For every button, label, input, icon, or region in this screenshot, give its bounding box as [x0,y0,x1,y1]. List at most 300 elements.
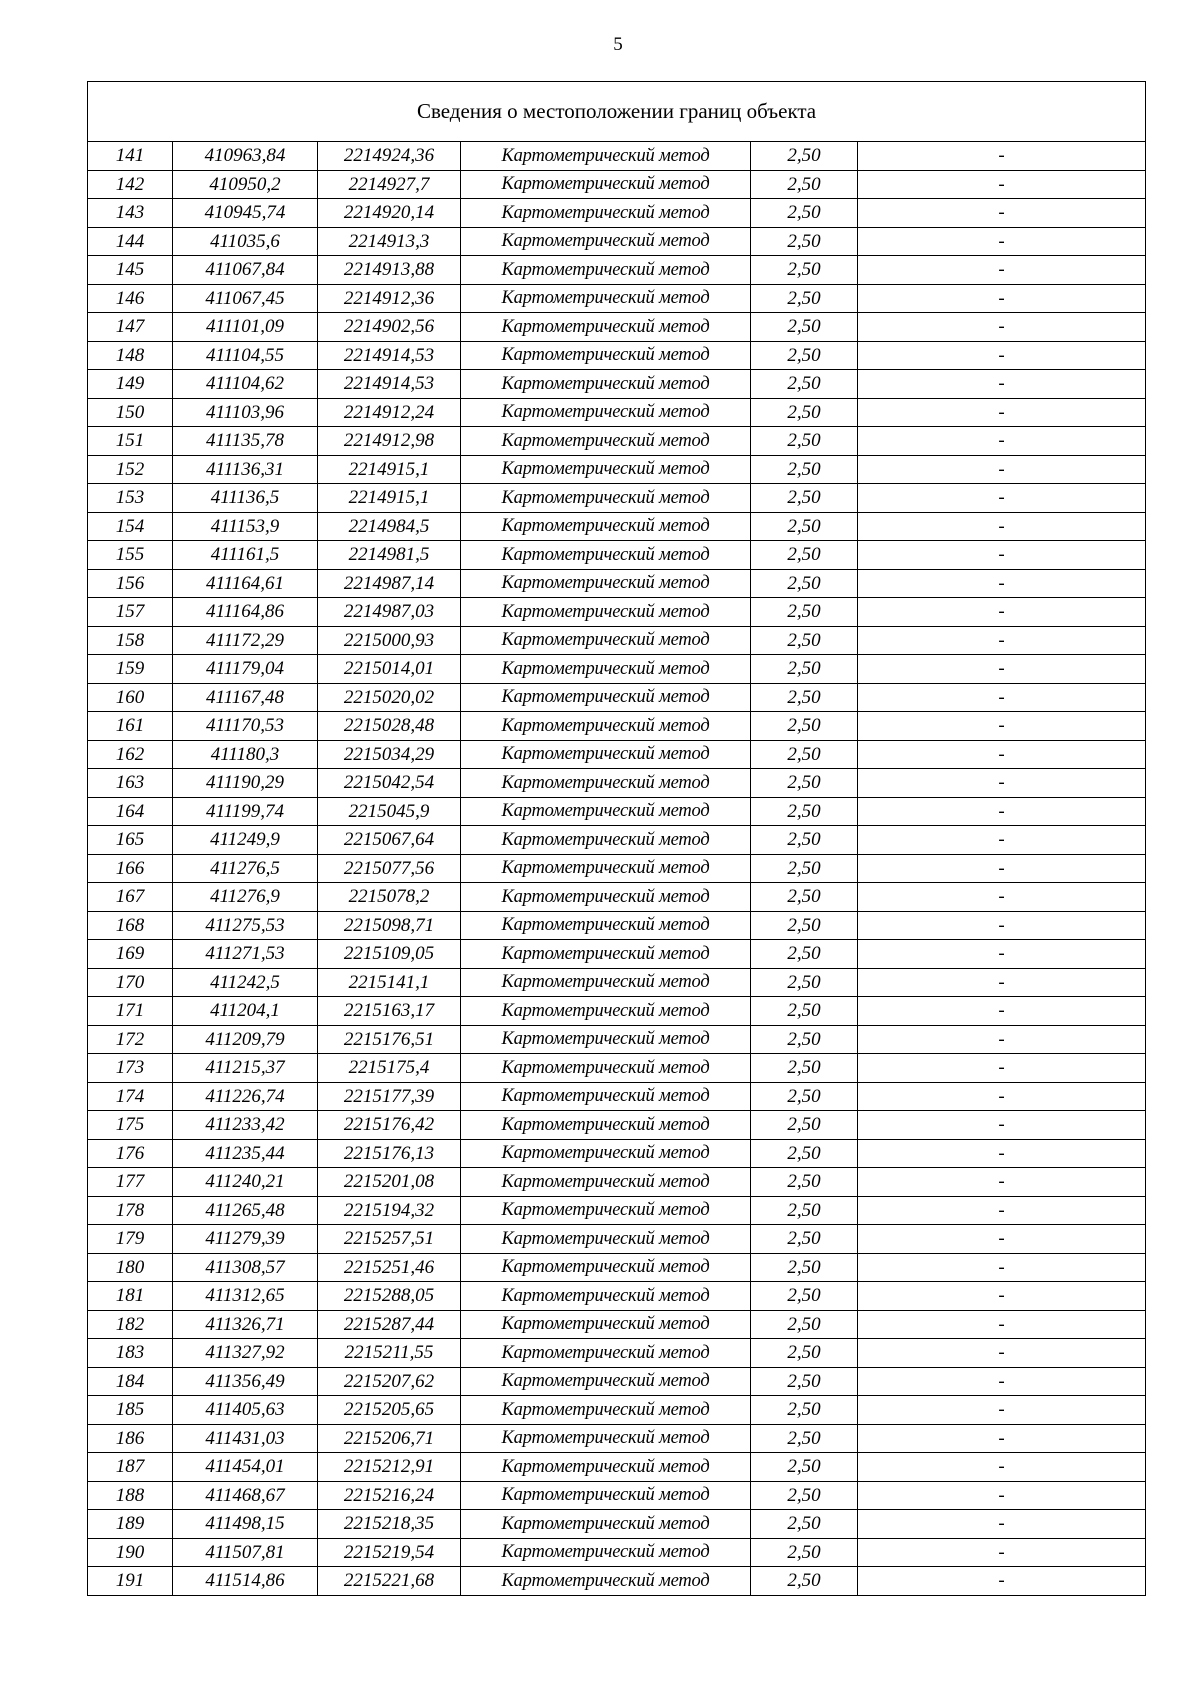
table-row [88,712,1146,741]
description-cell: - [858,398,1146,427]
description-cell: - [858,284,1146,313]
accuracy-cell: 2,50 [751,1054,858,1083]
table-row [88,826,1146,855]
accuracy-cell: 2,50 [751,1253,858,1282]
method-cell: Картометрический метод [461,911,751,940]
method-cell: Картометрический метод [461,940,751,969]
point-number-cell: 148 [88,341,173,370]
accuracy-cell: 2,50 [751,1111,858,1140]
description-cell: - [858,1025,1146,1054]
description-cell: - [858,1481,1146,1510]
table-row [88,199,1146,228]
table-row [88,398,1146,427]
table-row [88,1396,1146,1425]
y-coordinate-cell: 2215163,17 [318,997,461,1026]
point-number-cell: 186 [88,1424,173,1453]
x-coordinate-cell: 411164,61 [173,569,318,598]
point-number-cell: 157 [88,598,173,627]
table-row [88,968,1146,997]
accuracy-cell: 2,50 [751,1510,858,1539]
description-cell: - [858,484,1146,513]
accuracy-cell: 2,50 [751,1367,858,1396]
accuracy-cell: 2,50 [751,1538,858,1567]
y-coordinate-cell: 2215176,13 [318,1139,461,1168]
point-number-cell: 159 [88,655,173,684]
method-cell: Картометрический метод [461,1510,751,1539]
y-coordinate-cell: 2214914,53 [318,370,461,399]
table-row [88,740,1146,769]
method-cell: Картометрический метод [461,854,751,883]
point-number-cell: 152 [88,455,173,484]
x-coordinate-cell: 411067,45 [173,284,318,313]
description-cell: - [858,569,1146,598]
table-row [88,1538,1146,1567]
accuracy-cell: 2,50 [751,797,858,826]
x-coordinate-cell: 411153,9 [173,512,318,541]
y-coordinate-cell: 2214915,1 [318,484,461,513]
method-cell: Картометрический метод [461,655,751,684]
table-row [88,427,1146,456]
y-coordinate-cell: 2215034,29 [318,740,461,769]
description-cell: - [858,256,1146,285]
table-row [88,1168,1146,1197]
method-cell: Картометрический метод [461,1253,751,1282]
method-cell: Картометрический метод [461,142,751,171]
description-cell: - [858,227,1146,256]
x-coordinate-cell: 411161,5 [173,541,318,570]
x-coordinate-cell: 411136,31 [173,455,318,484]
table-row [88,911,1146,940]
x-coordinate-cell: 411103,96 [173,398,318,427]
x-coordinate-cell: 411170,53 [173,712,318,741]
method-cell: Картометрический метод [461,512,751,541]
table-row [88,1082,1146,1111]
description-cell: - [858,1054,1146,1083]
y-coordinate-cell: 2215207,62 [318,1367,461,1396]
y-coordinate-cell: 2215109,05 [318,940,461,969]
y-coordinate-cell: 2215251,46 [318,1253,461,1282]
description-cell: - [858,1367,1146,1396]
y-coordinate-cell: 2215201,08 [318,1168,461,1197]
description-cell: - [858,455,1146,484]
x-coordinate-cell: 411326,71 [173,1310,318,1339]
method-cell: Картометрический метод [461,1196,751,1225]
description-cell: - [858,1168,1146,1197]
point-number-cell: 183 [88,1339,173,1368]
table-row [88,683,1146,712]
accuracy-cell: 2,50 [751,1310,858,1339]
y-coordinate-cell: 2215205,65 [318,1396,461,1425]
table-row [88,769,1146,798]
table-row [88,655,1146,684]
x-coordinate-cell: 411308,57 [173,1253,318,1282]
y-coordinate-cell: 2215206,71 [318,1424,461,1453]
description-cell: - [858,370,1146,399]
description-cell: - [858,427,1146,456]
table-row [88,455,1146,484]
point-number-cell: 165 [88,826,173,855]
description-cell: - [858,712,1146,741]
accuracy-cell: 2,50 [751,911,858,940]
method-cell: Картометрический метод [461,370,751,399]
description-cell: - [858,1310,1146,1339]
method-cell: Картометрический метод [461,1282,751,1311]
y-coordinate-cell: 2215078,2 [318,883,461,912]
y-coordinate-cell: 2215177,39 [318,1082,461,1111]
x-coordinate-cell: 411276,5 [173,854,318,883]
y-coordinate-cell: 2215212,91 [318,1453,461,1482]
table-row [88,997,1146,1026]
accuracy-cell: 2,50 [751,940,858,969]
accuracy-cell: 2,50 [751,1139,858,1168]
boundary-coordinates-table [87,81,1146,1596]
accuracy-cell: 2,50 [751,398,858,427]
point-number-cell: 174 [88,1082,173,1111]
method-cell: Картометрический метод [461,313,751,342]
description-cell: - [858,940,1146,969]
description-cell: - [858,1339,1146,1368]
y-coordinate-cell: 2214927,7 [318,170,461,199]
accuracy-cell: 2,50 [751,1567,858,1596]
x-coordinate-cell: 411215,37 [173,1054,318,1083]
description-cell: - [858,1396,1146,1425]
accuracy-cell: 2,50 [751,1168,858,1197]
x-coordinate-cell: 411167,48 [173,683,318,712]
point-number-cell: 177 [88,1168,173,1197]
accuracy-cell: 2,50 [751,142,858,171]
method-cell: Картометрический метод [461,1025,751,1054]
accuracy-cell: 2,50 [751,199,858,228]
x-coordinate-cell: 411067,84 [173,256,318,285]
accuracy-cell: 2,50 [751,1424,858,1453]
table-row [88,1196,1146,1225]
x-coordinate-cell: 411454,01 [173,1453,318,1482]
description-cell: - [858,740,1146,769]
x-coordinate-cell: 411135,78 [173,427,318,456]
point-number-cell: 164 [88,797,173,826]
accuracy-cell: 2,50 [751,341,858,370]
accuracy-cell: 2,50 [751,968,858,997]
description-cell: - [858,1538,1146,1567]
table-header-row [88,82,1146,142]
table-row [88,1111,1146,1140]
accuracy-cell: 2,50 [751,712,858,741]
description-cell: - [858,142,1146,171]
y-coordinate-cell: 2214912,36 [318,284,461,313]
accuracy-cell: 2,50 [751,1481,858,1510]
point-number-cell: 163 [88,769,173,798]
y-coordinate-cell: 2214912,98 [318,427,461,456]
accuracy-cell: 2,50 [751,626,858,655]
y-coordinate-cell: 2215216,24 [318,1481,461,1510]
y-coordinate-cell: 2214902,56 [318,313,461,342]
accuracy-cell: 2,50 [751,227,858,256]
method-cell: Картометрический метод [461,170,751,199]
accuracy-cell: 2,50 [751,997,858,1026]
y-coordinate-cell: 2215020,02 [318,683,461,712]
point-number-cell: 173 [88,1054,173,1083]
method-cell: Картометрический метод [461,1139,751,1168]
point-number-cell: 154 [88,512,173,541]
method-cell: Картометрический метод [461,712,751,741]
description-cell: - [858,313,1146,342]
method-cell: Картометрический метод [461,427,751,456]
table-row [88,1339,1146,1368]
x-coordinate-cell: 411233,42 [173,1111,318,1140]
accuracy-cell: 2,50 [751,826,858,855]
y-coordinate-cell: 2215000,93 [318,626,461,655]
method-cell: Картометрический метод [461,683,751,712]
table-row [88,1225,1146,1254]
method-cell: Картометрический метод [461,769,751,798]
method-cell: Картометрический метод [461,398,751,427]
point-number-cell: 190 [88,1538,173,1567]
method-cell: Картометрический метод [461,227,751,256]
table-row [88,1424,1146,1453]
x-coordinate-cell: 411204,1 [173,997,318,1026]
accuracy-cell: 2,50 [751,740,858,769]
accuracy-cell: 2,50 [751,854,858,883]
method-cell: Картометрический метод [461,1481,751,1510]
description-cell: - [858,341,1146,370]
method-cell: Картометрический метод [461,1111,751,1140]
accuracy-cell: 2,50 [751,484,858,513]
y-coordinate-cell: 2215211,55 [318,1339,461,1368]
table-row [88,313,1146,342]
accuracy-cell: 2,50 [751,541,858,570]
y-coordinate-cell: 2215077,56 [318,854,461,883]
method-cell: Картометрический метод [461,968,751,997]
table-row [88,341,1146,370]
description-cell: - [858,1225,1146,1254]
point-number-cell: 146 [88,284,173,313]
method-cell: Картометрический метод [461,1367,751,1396]
accuracy-cell: 2,50 [751,284,858,313]
description-cell: - [858,883,1146,912]
y-coordinate-cell: 2214914,53 [318,341,461,370]
point-number-cell: 184 [88,1367,173,1396]
page-number: 5 [613,34,623,55]
x-coordinate-cell: 411104,62 [173,370,318,399]
table-row [88,170,1146,199]
y-coordinate-cell: 2214913,3 [318,227,461,256]
y-coordinate-cell: 2215067,64 [318,826,461,855]
method-cell: Картометрический метод [461,1310,751,1339]
x-coordinate-cell: 411179,04 [173,655,318,684]
y-coordinate-cell: 2215176,51 [318,1025,461,1054]
table-row [88,256,1146,285]
x-coordinate-cell: 411276,9 [173,883,318,912]
y-coordinate-cell: 2214920,14 [318,199,461,228]
point-number-cell: 188 [88,1481,173,1510]
point-number-cell: 149 [88,370,173,399]
method-cell: Картометрический метод [461,455,751,484]
y-coordinate-cell: 2215175,4 [318,1054,461,1083]
table-row [88,598,1146,627]
description-cell: - [858,170,1146,199]
point-number-cell: 153 [88,484,173,513]
y-coordinate-cell: 2215221,68 [318,1567,461,1596]
x-coordinate-cell: 411101,09 [173,313,318,342]
x-coordinate-cell: 411172,29 [173,626,318,655]
point-number-cell: 150 [88,398,173,427]
accuracy-cell: 2,50 [751,1025,858,1054]
point-number-cell: 144 [88,227,173,256]
x-coordinate-cell: 411104,55 [173,341,318,370]
accuracy-cell: 2,50 [751,1196,858,1225]
method-cell: Картометрический метод [461,1339,751,1368]
method-cell: Картометрический метод [461,740,751,769]
point-number-cell: 185 [88,1396,173,1425]
x-coordinate-cell: 410950,2 [173,170,318,199]
method-cell: Картометрический метод [461,883,751,912]
accuracy-cell: 2,50 [751,1282,858,1311]
x-coordinate-cell: 411180,3 [173,740,318,769]
accuracy-cell: 2,50 [751,598,858,627]
y-coordinate-cell: 2215219,54 [318,1538,461,1567]
table-body [88,142,1146,1596]
description-cell: - [858,1253,1146,1282]
method-cell: Картометрический метод [461,541,751,570]
point-number-cell: 155 [88,541,173,570]
y-coordinate-cell: 2215176,42 [318,1111,461,1140]
y-coordinate-cell: 2215257,51 [318,1225,461,1254]
point-number-cell: 145 [88,256,173,285]
method-cell: Картометрический метод [461,1538,751,1567]
table-row [88,484,1146,513]
x-coordinate-cell: 411507,81 [173,1538,318,1567]
accuracy-cell: 2,50 [751,569,858,598]
point-number-cell: 161 [88,712,173,741]
accuracy-cell: 2,50 [751,1225,858,1254]
point-number-cell: 151 [88,427,173,456]
x-coordinate-cell: 411327,92 [173,1339,318,1368]
y-coordinate-cell: 2214987,03 [318,598,461,627]
x-coordinate-cell: 411356,49 [173,1367,318,1396]
point-number-cell: 172 [88,1025,173,1054]
method-cell: Картометрический метод [461,1168,751,1197]
accuracy-cell: 2,50 [751,512,858,541]
table-row [88,512,1146,541]
point-number-cell: 178 [88,1196,173,1225]
accuracy-cell: 2,50 [751,655,858,684]
description-cell: - [858,1082,1146,1111]
y-coordinate-cell: 2214913,88 [318,256,461,285]
point-number-cell: 143 [88,199,173,228]
x-coordinate-cell: 411242,5 [173,968,318,997]
point-number-cell: 162 [88,740,173,769]
description-cell: - [858,968,1146,997]
accuracy-cell: 2,50 [751,883,858,912]
method-cell: Картометрический метод [461,1396,751,1425]
accuracy-cell: 2,50 [751,1082,858,1111]
table-row [88,626,1146,655]
table-row [88,1367,1146,1396]
accuracy-cell: 2,50 [751,170,858,199]
method-cell: Картометрический метод [461,626,751,655]
table-row [88,1253,1146,1282]
description-cell: - [858,626,1146,655]
point-number-cell: 187 [88,1453,173,1482]
point-number-cell: 158 [88,626,173,655]
x-coordinate-cell: 410945,74 [173,199,318,228]
y-coordinate-cell: 2215014,01 [318,655,461,684]
y-coordinate-cell: 2214981,5 [318,541,461,570]
point-number-cell: 156 [88,569,173,598]
y-coordinate-cell: 2215287,44 [318,1310,461,1339]
table-row [88,883,1146,912]
description-cell: - [858,199,1146,228]
table-row [88,1054,1146,1083]
point-number-cell: 141 [88,142,173,171]
description-cell: - [858,541,1146,570]
accuracy-cell: 2,50 [751,1453,858,1482]
table-row [88,797,1146,826]
point-number-cell: 189 [88,1510,173,1539]
x-coordinate-cell: 411226,74 [173,1082,318,1111]
x-coordinate-cell: 411431,03 [173,1424,318,1453]
table-row [88,940,1146,969]
point-number-cell: 169 [88,940,173,969]
description-cell: - [858,1111,1146,1140]
point-number-cell: 168 [88,911,173,940]
point-number-cell: 170 [88,968,173,997]
x-coordinate-cell: 411468,67 [173,1481,318,1510]
table-row [88,1510,1146,1539]
description-cell: - [858,911,1146,940]
x-coordinate-cell: 411265,48 [173,1196,318,1225]
table-title: Сведения о местоположении границ объекта [88,82,1146,142]
accuracy-cell: 2,50 [751,1396,858,1425]
x-coordinate-cell: 411249,9 [173,826,318,855]
x-coordinate-cell: 411035,6 [173,227,318,256]
point-number-cell: 171 [88,997,173,1026]
table-row [88,284,1146,313]
x-coordinate-cell: 411312,65 [173,1282,318,1311]
method-cell: Картометрический метод [461,797,751,826]
point-number-cell: 166 [88,854,173,883]
table-row [88,854,1146,883]
point-number-cell: 181 [88,1282,173,1311]
y-coordinate-cell: 2215042,54 [318,769,461,798]
method-cell: Картометрический метод [461,284,751,313]
description-cell: - [858,1282,1146,1311]
accuracy-cell: 2,50 [751,313,858,342]
accuracy-cell: 2,50 [751,455,858,484]
y-coordinate-cell: 2214912,24 [318,398,461,427]
table-row [88,1310,1146,1339]
method-cell: Картометрический метод [461,1424,751,1453]
description-cell: - [858,1139,1146,1168]
x-coordinate-cell: 411405,63 [173,1396,318,1425]
point-number-cell: 167 [88,883,173,912]
description-cell: - [858,1424,1146,1453]
description-cell: - [858,598,1146,627]
x-coordinate-cell: 411164,86 [173,598,318,627]
table-row [88,541,1146,570]
table-row [88,370,1146,399]
accuracy-cell: 2,50 [751,427,858,456]
point-number-cell: 182 [88,1310,173,1339]
y-coordinate-cell: 2215218,35 [318,1510,461,1539]
method-cell: Картометрический метод [461,598,751,627]
method-cell: Картометрический метод [461,1082,751,1111]
method-cell: Картометрический метод [461,569,751,598]
point-number-cell: 179 [88,1225,173,1254]
description-cell: - [858,683,1146,712]
description-cell: - [858,826,1146,855]
x-coordinate-cell: 411199,74 [173,797,318,826]
